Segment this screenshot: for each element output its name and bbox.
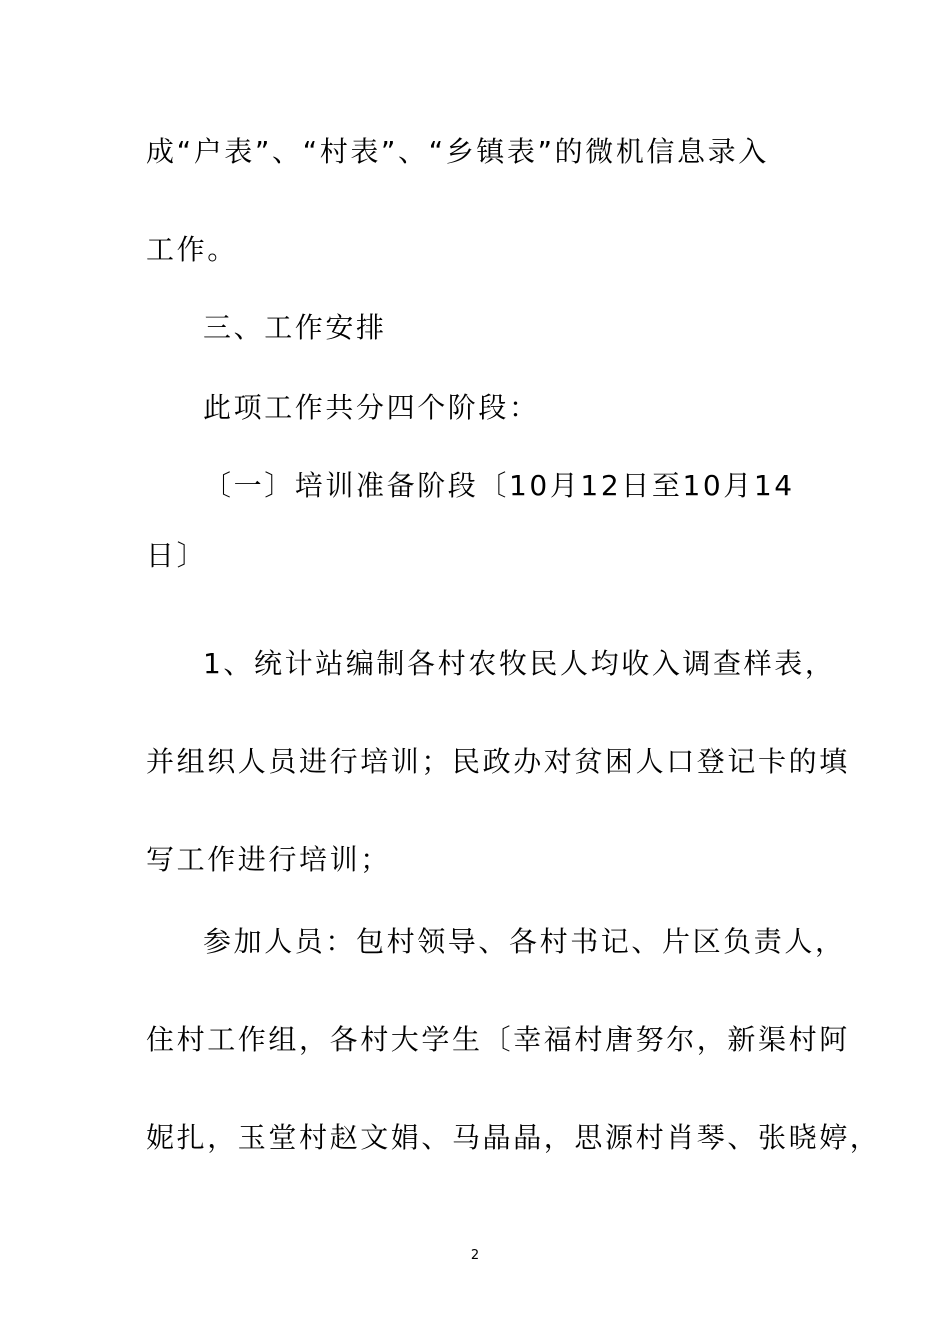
text-line: 参加人员：包村领导、各村书记、片区负责人，	[203, 925, 846, 958]
page-number: 2	[470, 1248, 480, 1263]
text-line: 此项工作共分四个阶段：	[203, 391, 540, 424]
text-line: 工作。	[146, 233, 238, 266]
subsection-heading: 〔一〕培训准备阶段〔10月12日至10月14	[203, 469, 795, 502]
section-heading: 三、工作安排	[203, 311, 387, 344]
text-line: 日〕	[146, 539, 208, 572]
text-line: 妮扎，玉堂村赵文娟、马晶晶，思源村肖琴、张晓婷，	[146, 1121, 881, 1154]
text-line: 写工作进行培训；	[146, 843, 391, 876]
text-line: 住村工作组，各村大学生〔幸福村唐努尔，新渠村阿	[146, 1023, 850, 1056]
text-line: 1、统计站编制各村农牧民人均收入调查样表，	[203, 647, 836, 680]
text-line: 并组织人员进行培训；民政办对贫困人口登记卡的填	[146, 745, 850, 778]
text-line: 成“户表”、“村表”、“乡镇表”的微机信息录入	[146, 135, 769, 168]
